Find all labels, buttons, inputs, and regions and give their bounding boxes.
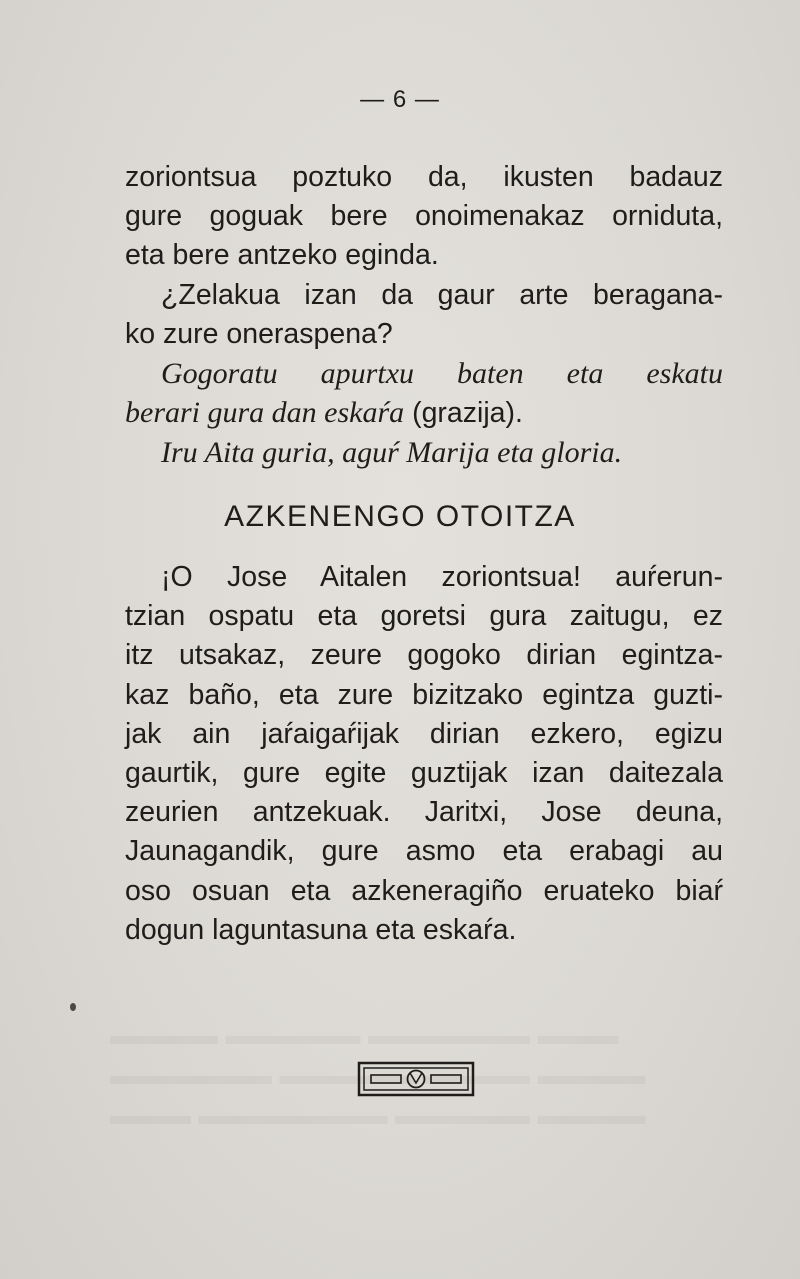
page-number: — 6 — — [360, 86, 440, 113]
text-line: Jaunagandik, gure asmo eta erabagi au — [125, 835, 723, 868]
text-line: itz utsakaz, zeure gogoko dirian egintza- — [125, 639, 723, 672]
text-line: Gogoratu apurtxu baten eta eskatu — [161, 357, 723, 390]
text-line: zeurien antzekuak. Jaritxi, Jose deuna, — [125, 796, 723, 829]
ornament-icon — [357, 1061, 475, 1097]
bleed-through-texture — [110, 1020, 800, 1051]
text-line: Iru Aita guria, aguŕ Marija eta gloria. — [161, 436, 623, 470]
bleed-through-texture — [110, 1100, 800, 1131]
text-line: zoriontsua poztuko da, ikusten badauz — [125, 161, 723, 193]
text-line: eta bere antzeko eginda. — [125, 239, 439, 272]
paragraph-4 — [125, 558, 723, 950]
paragraph-3 — [125, 354, 723, 473]
ink-speck — [70, 1003, 76, 1011]
text-line: dogun laguntasuna eta eskaŕa. — [125, 913, 517, 946]
italic-text: berari gura dan eskaŕa — [125, 396, 405, 430]
paragraph-1 — [125, 158, 723, 276]
section-heading: AZKENENGO OTOITZA — [224, 500, 576, 533]
text-line: ¿Zelakua izan da gaur arte beragana- — [161, 278, 723, 311]
text-line: jak ain jaŕaigaŕijak dirian ezkero, egizu — [125, 717, 723, 750]
text-line: gaurtik, gure egite guztijak izan daitezala — [125, 757, 723, 790]
text-line: oso osuan eta azkeneragiño eruateko biaŕ — [125, 874, 723, 907]
text-line-mixed — [125, 393, 723, 433]
text-line: ¡O Jose Aitalen zoriontsua! auŕerun- — [161, 561, 723, 593]
paragraph-2 — [125, 276, 723, 354]
roman-text: (grazija). — [404, 397, 523, 430]
text-line: kaz baño, eta zure bizitzako egintza guzti- — [125, 678, 723, 711]
text-line: ko zure oneraspena? — [125, 317, 393, 350]
text-line: tzian ospatu eta goretsi gura zaitugu, ez — [125, 600, 723, 633]
text-line: gure goguak bere onoimenakaz orniduta, — [125, 200, 723, 233]
